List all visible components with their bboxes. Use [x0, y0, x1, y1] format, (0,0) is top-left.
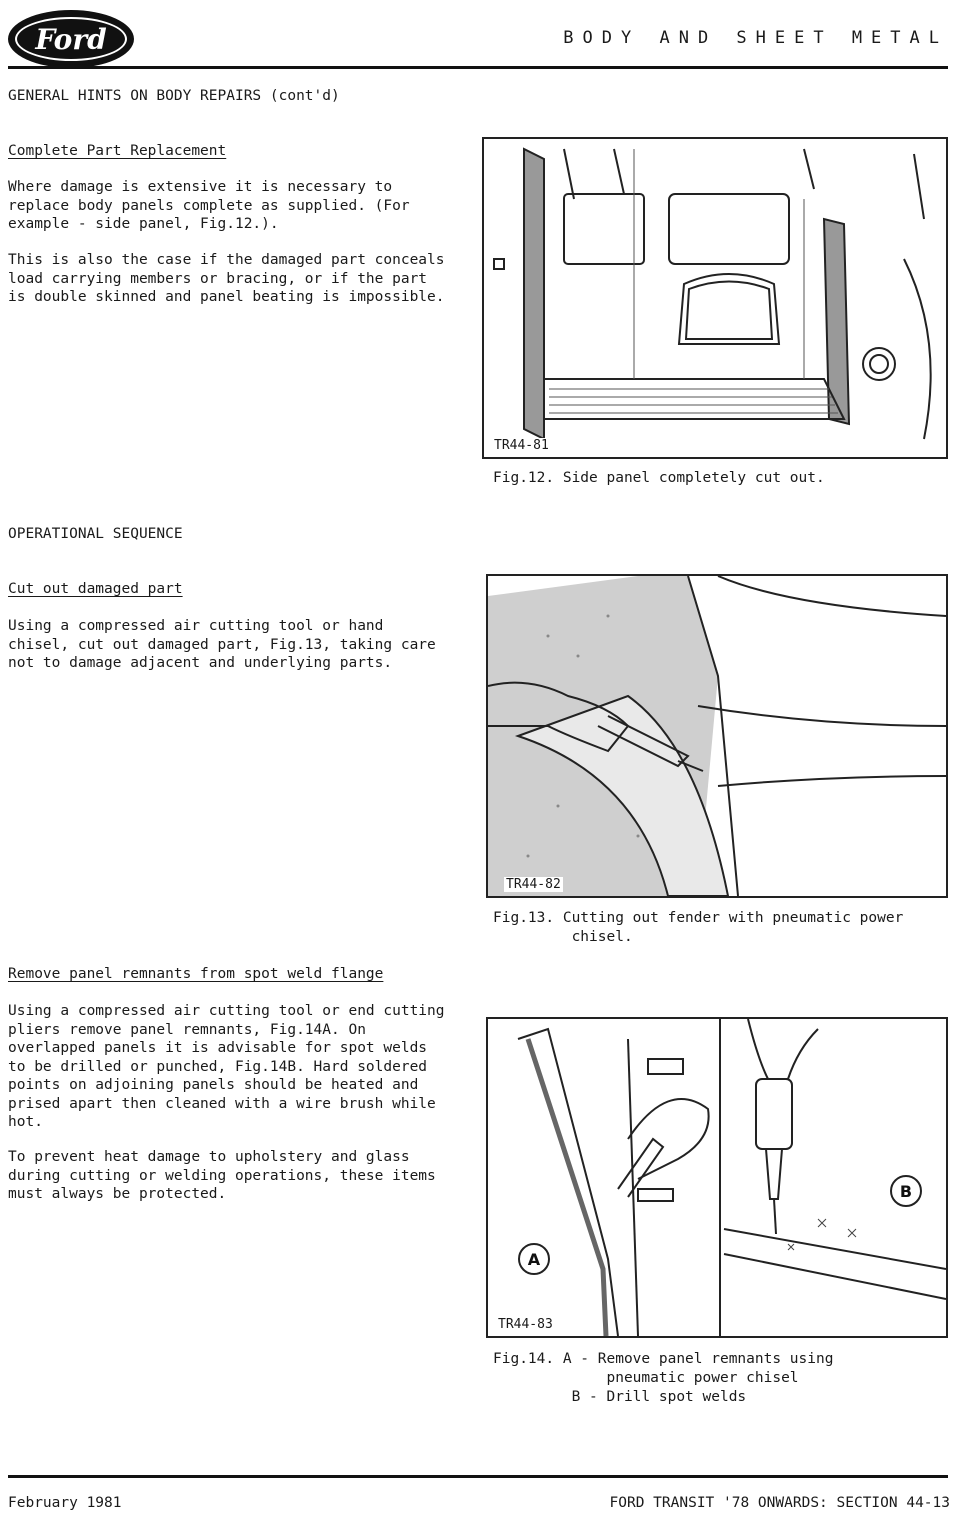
operational-sequence-heading: OPERATIONAL SEQUENCE — [8, 526, 183, 542]
figure-13-caption: Fig.13. Cutting out fender with pneumatic power chisel. — [493, 910, 904, 945]
remove-remnants-paragraph-1: Using a compressed air cutting tool or end cutting pliers remove panel remnants, Fig.14A. On overlapped panels it is advisable for spot welds to be drilled or punched, Fig.14B. Hard soldered points on adjoining panels should be heated and prised apart then cleaned with a wire brush while hot. — [8, 1003, 445, 1130]
figure-13-reference: TR44-82 — [506, 877, 561, 892]
footer-rule — [8, 1475, 948, 1478]
figure-12-illustration — [482, 137, 948, 459]
figure-14-illustration — [486, 1017, 948, 1338]
figure-13-illustration — [486, 574, 948, 898]
figure-12-reference: TR44-81 — [494, 438, 549, 453]
complete-part-paragraph-1: Where damage is extensive it is necessary to replace body panels complete as supplied. (For example - side panel, Fig.12.). — [8, 179, 410, 232]
cut-out-paragraph: Using a compressed air cutting tool or hand chisel, cut out damaged part, Fig.13, taking care not to damage adjacent and underlying parts. — [8, 618, 436, 671]
header-rule — [8, 66, 948, 69]
page-header-title: BODY AND SHEET METAL — [563, 28, 948, 48]
spot-weld-removal-drawing — [488, 1019, 946, 1336]
fender-cutting-drawing — [488, 576, 946, 896]
complete-part-heading: Complete Part Replacement — [8, 143, 227, 159]
section-title: GENERAL HINTS ON BODY REPAIRS (cont'd) — [8, 88, 340, 104]
remove-remnants-paragraph-2: To prevent heat damage to upholstery and glass during cutting or welding operations, these items must always be protected. — [8, 1149, 436, 1202]
van-interior-side-panel-drawing — [484, 139, 946, 457]
figure-14-label-b: B — [899, 1182, 913, 1201]
figure-14-label-a: A — [527, 1250, 541, 1269]
figure-14-caption: Fig.14. A - Remove panel remnants using pneumatic power chisel B - Drill spot welds — [493, 1351, 834, 1405]
ford-logo — [8, 10, 134, 68]
cut-out-heading: Cut out damaged part — [8, 581, 183, 597]
footer-date: February 1981 — [8, 1495, 122, 1511]
complete-part-paragraph-2: This is also the case if the damaged part conceals load carrying members or bracing, or if the part is double skinned and panel beating is impossible. — [8, 252, 445, 305]
figure-14-reference: TR44-83 — [498, 1317, 553, 1332]
figure-12-caption: Fig.12. Side panel completely cut out. — [493, 470, 825, 486]
remove-remnants-heading: Remove panel remnants from spot weld flange — [8, 966, 384, 982]
footer-source: FORD TRANSIT '78 ONWARDS: SECTION 44-13 — [609, 1495, 950, 1511]
ford-logo-text: Ford — [15, 17, 127, 61]
